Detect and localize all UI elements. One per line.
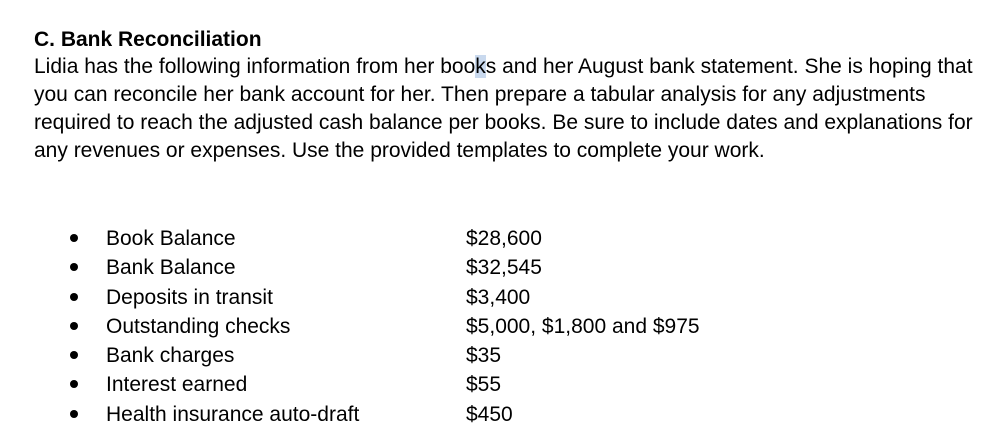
- item-value: $55: [466, 373, 502, 397]
- item-value: $3,400: [466, 285, 531, 309]
- instructions-paragraph: [34, 53, 974, 165]
- bullet-icon: [70, 351, 78, 359]
- item-value: $5,000, $1,800 and $975: [466, 314, 700, 338]
- item-label: Health insurance auto-draft: [106, 402, 360, 426]
- item-value: $32,545: [466, 256, 542, 280]
- paragraph-text-end: s and her August bank statement. She is hoping that you can reconcile her bank account for her. Then prepare a tabular analysis for any adjustments required to reach the adjusted cash balance per books. Be sure to include dates and explanations for any revenues or expenses. Use the provided templates to complete your work.: [34, 55, 973, 162]
- item-value: $35: [466, 344, 502, 368]
- item-label: Bank Balance: [106, 256, 236, 280]
- item-label: Book Balance: [106, 227, 236, 250]
- item-label: Interest earned: [106, 373, 248, 397]
- bullet-icon: [70, 322, 78, 330]
- item-value: $450: [466, 402, 513, 426]
- bullet-icon: [70, 293, 78, 301]
- bullet-icon: [70, 234, 78, 242]
- item-value: $28,600: [466, 227, 542, 250]
- bullet-icon: [70, 410, 78, 418]
- document-body: [34, 26, 974, 426]
- text-cursor-highlight[interactable]: k: [475, 55, 486, 78]
- paragraph-text-start: Lidia has the following information from her boo: [34, 55, 476, 78]
- bullet-icon: [70, 380, 78, 388]
- item-label: Outstanding checks: [106, 314, 291, 338]
- bullet-icon: [70, 263, 78, 271]
- item-label: Bank charges: [106, 344, 235, 368]
- item-label: Deposits in transit: [106, 285, 273, 309]
- section-heading: C. Bank Reconciliation: [34, 28, 262, 51]
